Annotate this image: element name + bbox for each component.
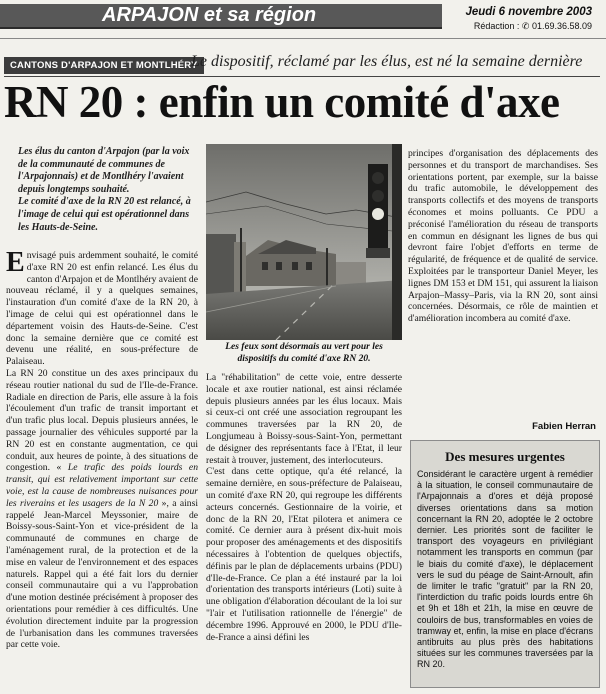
- body-paragraph-4: C'est dans cette optique, qu'a été relancé, la semaine dernière, en sous-préfecture de Palaiseau, un comité d'axe RN 20, qui regroupe les différents acteurs concernés. Gestionnaire de la voirie, et donc de la RN 20, l'Etat pilotera et animera ce comité. Ce dernier aura à présent dix-huit mois pour proposer des aménagements et des dispositifs nécessaires à l'obtention de quelques objectifs, définis par le plan de déplacements urbains (PDU) d'Ile-de-France. Ce plan a été instauré par la loi d'orientation des transports intérieurs (Loti) suite à une obligation d'élaboration découlant de la loi sur "l'air et l'utilisation rationnelle de l'énergie" de décembre 1996. Approuvé en 2000, le PDU d'Ile-de-France a ainsi défini les: [206, 466, 402, 643]
- sidebar-box: [410, 440, 600, 688]
- photo-caption: Les feux sont désormais au vert pour les dispositifs du comité d'axe RN 20.: [225, 342, 383, 364]
- body-paragraph-3: La "réhabilitation" de cette voie, entre desserte locale et axe routier national, est ainsi réclamée depuis plusieurs années par les élus locaux. Mais si ceux-ci ont créé une association regroupant les communes traversées par la RN 20, de Longjumeau à Boissy-sous-Saint-Yon, permettant de désigner des représentants face à l'Etat, il leur restait à trouver, justement, des interlocuteurs.: [206, 372, 402, 466]
- box-text: [417, 469, 593, 671]
- street-photo-image: [206, 144, 402, 340]
- quote: Le trafic des poids lourds en transit, qui est relativement important sur cette voie, est la cause de nombreuses nuisances pour les riverains et les usagers de la N 20: [6, 462, 198, 509]
- article-column-2: [206, 372, 402, 643]
- kicker-subtitle: Le dispositif, réclamé par les élus, est né la semaine dernière: [191, 53, 583, 70]
- box-paragraph: Considérant le caractère urgent à remédier à la situation, le conseil communautaire de l'Arpajonnais a d'ores et déjà proposé diverses orientations dans sa motion concernant la RN 20, adoptée le 2 octobre dernier. Les priorités sont de faciliter le transport des voyageurs en privilégiant notamment les transports en commun (par le biais du comité d'axe), le déplacement vers le sud du péage de Saint-Arnoult, afin de limiter le trafic "gratuit" par la RN 20, l'interdiction du trafic poids lourds entre 6h et 9h et 18h et 21h, la mise en œuvre de couloirs de bus, transformables en voies de tramway et, enfin, la mise en place d'écrans antibruits au plus près des habitations situées sur les communes traversées par la RN 20.: [417, 469, 593, 670]
- author-byline: Fabien Herran: [532, 421, 596, 432]
- street-photo: [206, 144, 402, 340]
- issue-date: Jeudi 6 novembre 2003: [465, 6, 592, 18]
- section-title: ARPAJON et sa région: [102, 4, 317, 26]
- headline: RN 20 : enfin un comité d'axe: [4, 77, 560, 127]
- newsroom-phone: Rédaction : ✆ 01.69.36.58.09: [473, 21, 592, 31]
- drop-cap: E: [6, 247, 25, 278]
- article-intro: [18, 146, 198, 234]
- body-paragraph-5: principes d'organisation des déplacements des personnes et du transport de marchandises. Ses orientations portent, par exemple, sur la baisse du trafic automobile, le développement des transports collectifs et des moyens de transports économes et moins polluants. Ce PDU a préconisé l'amélioration du réseau de transports en commun en désignant les lignes de bus qui devront faire l'objet d'efforts en terme de régularité, de fréquence et de qualité de service. Exploitées par le transporteur Daniel Meyer, les lignes DM 153 et DM 151, qui assurent la liaison Arpajon–Massy–Paris, via la RN 20, sont ainsi concernées. Désormais, ce rôle de maintien et d'amélioration incombera au comité d'axe.: [408, 148, 598, 325]
- kicker-label: CANTONS D'ARPAJON ET MONTLHÉRY: [4, 57, 204, 74]
- header-rule: [0, 38, 606, 39]
- intro-paragraph-1: Les élus du canton d'Arpajon (par la voix de la communauté de communes de l'Arpajonnais) et de Montlhéry l'avaient depuis longtemps souhaité.: [18, 146, 190, 195]
- box-title: Des mesures urgentes: [445, 449, 565, 464]
- body-paragraph-2: La RN 20 constitue un des axes principaux du réseau routier national du sud de l'Ile-de-France. Radiale en direction de Paris, elle assure à la fois l'écoulement d'un trafic de transit important et d'un trafic plus local. Depuis plusieurs années, le passage journalier des véhicules supporté par la RN 20 est en constante augmentation, ce qui conduit, aux heures de pointe, à des situations de congestion. « Le trafic des poids lourds en transit, qui est relativement important sur cette voie, est la cause de nombreuses nuisances pour les riverains et les usagers de la N 20 », a ainsi rappelé Jean-Marcel Meyssonier, maire de Boissy-sous-Saint-Yon et vice-président de la communauté de communes en charge de l'aménagement rural, de la protection et de la mise en valeur de l'environnement et des espaces naturels. Rappel qui a été fait lors du dernier conseil communautaire qui a vu l'approbation d'une motion destinée précisément à proposer des orientations pour remédier à ces difficultés. Une évolution directement induite par la progression de l'urbanisation dans les communes traversées par cette voie.: [6, 367, 199, 651]
- article-column-3: [408, 148, 598, 325]
- page-header: [0, 0, 606, 42]
- body-paragraph-1: Envisagé puis ardemment souhaité, le comité d'axe RN 20 est enfin relancé. Les élus du canton d'Arpajon et de Montlhéry avaient de nouveau réclamé, il y a quelques semaines, l'instauration d'un comité d'axe de la RN 20, à l'image de celui qui est opérationnel dans le département voisin des Hauts-de-Seine. C'est donc la semaine dernière que ce comité est devenu une réalité, en sous-préfecture de Palaiseau.: [6, 247, 198, 368]
- intro-paragraph-2: Le comité d'axe de la RN 20 est relancé, à l'image de celui qui est opérationnel dans les Hauts-de-Seine.: [18, 196, 191, 233]
- article-column-1: [6, 247, 199, 651]
